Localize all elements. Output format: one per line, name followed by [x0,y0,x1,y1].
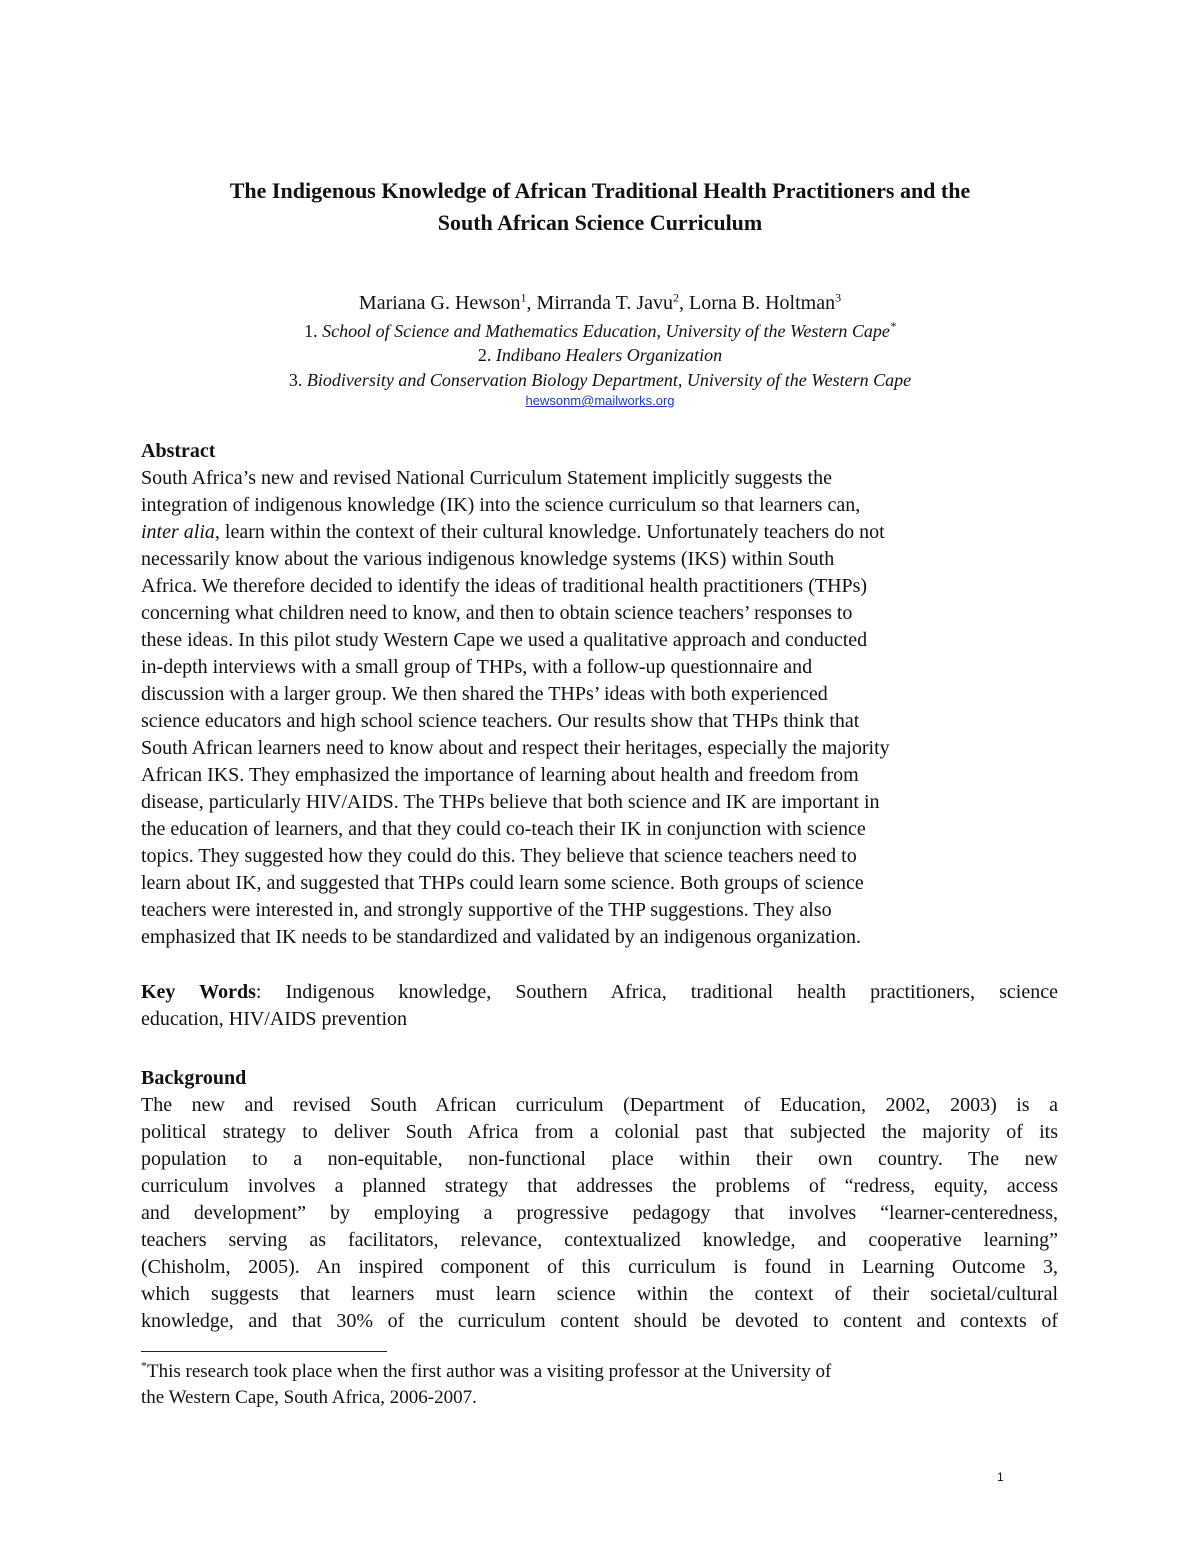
keywords-line [141,979,1058,1006]
abstract-line: learn about IK, and suggested that THPs could learn some science. Both groups of science [141,872,864,894]
background-heading: Background [141,1067,247,1089]
abstract-line: emphasized that IK needs to be standardized and validated by an indigenous organization. [141,926,861,948]
abstract-line [141,519,885,546]
abstract-line: teachers were interested in, and strongly supportive of the THP suggestions. They also [141,899,832,921]
keywords-text: : Indigenous knowledge, Southern Africa, traditional health practitioners, science [255,981,1058,1003]
abstract-line: disease, particularly HIV/AIDS. The THPs believe that both science and IK are important in [141,791,880,813]
abstract-line: integration of indigenous knowledge (IK) into the science curriculum so that learners can, [141,494,861,516]
email-row [100,392,1100,410]
affiliation-footnote-mark: * [889,319,896,333]
abstract-line: Africa. We therefore decided to identify the ideas of traditional health practitioners (THPs) [141,575,868,597]
author-separator: , [678,292,689,314]
title-line: South African Science Curriculum [437,210,763,235]
footnote-line [141,1359,831,1385]
author-email-link[interactable]: hewsonm@mailworks.org [525,393,675,408]
abstract-line-italic: inter alia [141,521,215,543]
abstract-line: these ideas. In this pilot study Western Cape we used a qualitative approach and conducted [141,629,868,651]
author-name: Mirranda T. Javu [536,292,673,314]
footnote-mark: * [141,1358,147,1373]
title-line: The Indigenous Knowledge of African Traditional Health Practitioners and the [229,178,971,203]
author-name: Mariana G. Hewson [358,292,521,314]
abstract-heading: Abstract [141,440,216,462]
abstract-line: concerning what children need to know, and then to obtain science teachers’ responses to [141,602,853,624]
background-line: political strategy to deliver South Africa from a colonial past that subjected the majority of its [141,1121,1058,1143]
affiliation-number: 3. [288,370,307,390]
author-separator: , [526,292,537,314]
affiliation-text: School of Science and Mathematics Education, University of the Western Cape [322,321,890,341]
background-line: curriculum involves a planned strategy that addresses the problems of “redress, equity, access [141,1175,1058,1197]
paper-title [100,175,1100,239]
abstract-line: South African learners need to know about and respect their heritages, especially the majority [141,737,890,759]
background-line: teachers serving as facilitators, relevance, contextualized knowledge, and cooperative learning” [141,1229,1058,1251]
background-line: (Chisholm, 2005). An inspired component of this curriculum is found in Learning Outcome 3, [141,1256,1058,1278]
author-name: Lorna B. Holtman [688,292,836,314]
affiliation-text: Indibano Healers Organization [495,345,723,365]
background-line: The new and revised South African curriculum (Department of Education, 2002, 2003) is a [141,1094,1058,1116]
footnote-text: This research took place when the first author was a visiting professor at the University of [147,1361,832,1382]
background-line: knowledge, and that 30% of the curriculum content should be devoted to content and contexts of [141,1310,1058,1332]
abstract-line: topics. They suggested how they could do this. They believe that science teachers need to [141,845,857,867]
abstract-line-rest: , learn within the context of their cultural knowledge. Unfortunately teachers do not [214,521,885,543]
background-line: which suggests that learners must learn science within the context of their societal/cultural [141,1283,1058,1305]
affiliation-text: Biodiversity and Conservation Biology Department, University of the Western Cape [306,370,912,390]
background-line: population to a non-equitable, non-functional place within their own country. The new [141,1148,1058,1170]
abstract-line: African IKS. They emphasized the importance of learning about health and freedom from [141,764,859,786]
abstract-line: in-depth interviews with a small group of THPs, with a follow-up questionnaire and [141,656,813,678]
affiliation [100,343,1100,367]
author-affiliation-number: 1 [520,290,527,305]
abstract-line: the education of learners, and that they could co-teach their IK in conjunction with science [141,818,866,840]
abstract-line: discussion with a larger group. We then shared the THPs’ ideas with both experienced [141,683,828,705]
keywords-line: education, HIV/AIDS prevention [141,1008,408,1030]
author-affiliation-number: 3 [835,290,842,305]
author-list [100,290,1100,316]
abstract-line: necessarily know about the various indigenous knowledge systems (IKS) within South [141,548,835,570]
abstract-line: South Africa’s new and revised National Curriculum Statement implicitly suggests the [141,467,832,489]
affiliation [100,368,1100,392]
keywords-label: Key Words [141,981,256,1003]
affiliation-number: 2. [477,345,496,365]
affiliation-number: 1. [304,321,323,341]
affiliation [100,319,1100,343]
abstract-line: science educators and high school science teachers. Our results show that THPs think that [141,710,860,732]
author-affiliation-number: 2 [672,290,679,305]
footnote-divider [141,1351,387,1352]
page-number: 1 [997,1470,1004,1484]
footnote-line: the Western Cape, South Africa, 2006-2007. [141,1387,477,1408]
background-line: and development” by employing a progressive pedagogy that involves “learner-centeredness, [141,1202,1058,1224]
